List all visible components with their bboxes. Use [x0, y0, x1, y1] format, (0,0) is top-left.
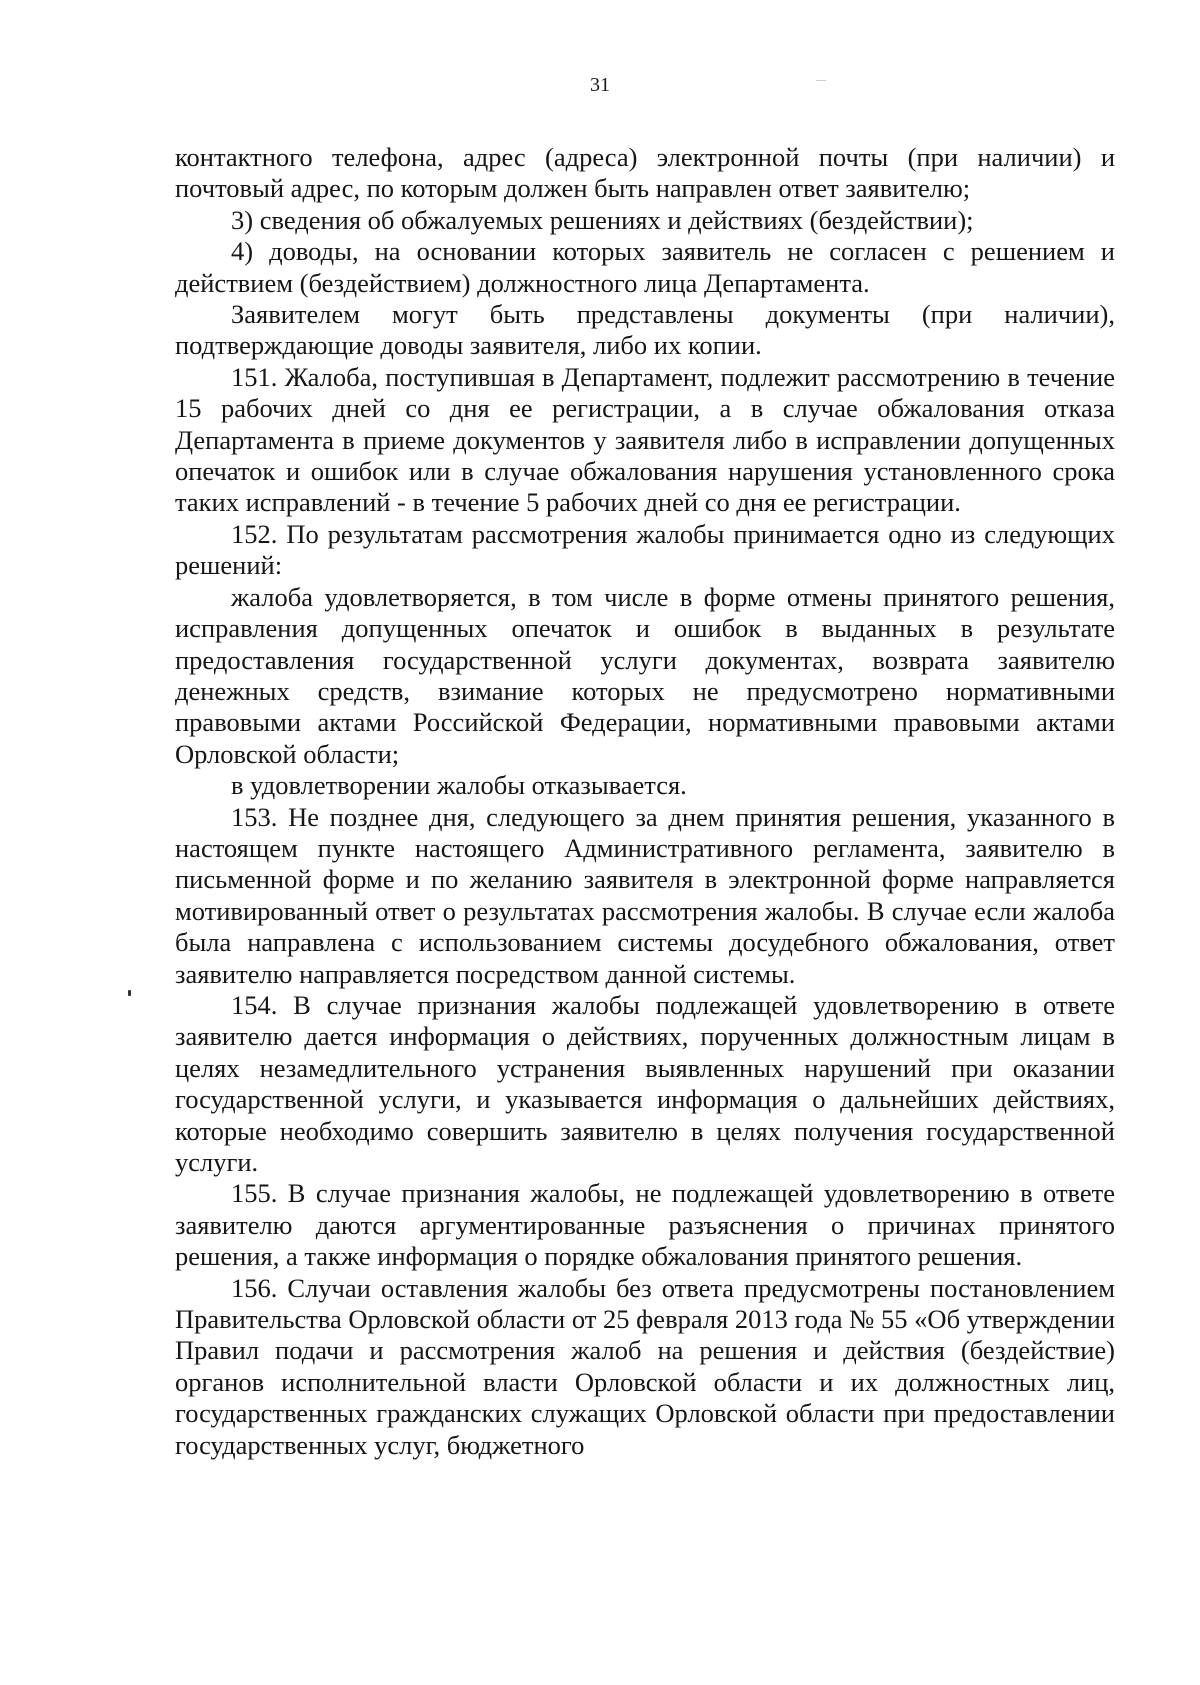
paragraph-documents: Заявителем могут быть представлены документы (при наличии), подтверждающие доводы заявителя, либо их копии.	[175, 299, 1115, 361]
paragraph-complaint-refused: в удовлетворении жалобы отказывается.	[231, 770, 687, 801]
paragraph-complaint-satisfied: жалоба удовлетворяется, в том числе в форме отмены принятого решения, исправления допущенных опечаток и ошибок в выданных в результате предоставления государственной услуги документах, возврата заявителю денежных средств, взимание которых не предусмотрено нормативными правовыми актами Российской Федерации, нормативными правовыми актами Орловской области;	[175, 581, 1115, 769]
document-body	[175, 142, 1115, 1461]
paragraph-item-4: 4) доводы, на основании которых заявитель не согласен с решением и действием (бездействием) должностного лица Департамента.	[175, 236, 1115, 298]
paragraph-item-3: 3) сведения об обжалуемых решениях и действиях (бездействии);	[231, 204, 974, 235]
scan-dot	[128, 990, 131, 996]
paragraph-153: 153. Не позднее дня, следующего за днем принятия решения, указанного в настоящем пункте настоящего Административного регламента, заявителю в письменной форме и по желанию заявителя в электронной форме направляется мотивированный ответ о результатах рассмотрения жалобы. В случае если жалоба была направлена с использованием системы досудебного обжалования, ответ заявителю направляется посредством данной системы.	[175, 801, 1115, 989]
paragraph-152: 152. По результатам рассмотрения жалобы принимается одно из следующих решений:	[175, 518, 1115, 581]
paragraph-continuation: контактного телефона, адрес (адреса) электронной почты (при наличии) и почтовый адрес, по которым должен быть направлен ответ заявителю;	[175, 142, 1115, 204]
paragraph-151: 151. Жалоба, поступившая в Департамент, подлежит рассмотрению в течение 15 рабочих дней со дня ее регистрации, а в случае обжалования отказа Департамента в приеме документов у заявителя либо в исправлении допущенных опечаток и ошибок или в случае обжалования нарушения установленного срока таких исправлений - в течение 5 рабочих дней со дня ее регистрации.	[175, 361, 1115, 518]
paragraph-154: 154. В случае признания жалобы подлежащей удовлетворению в ответе заявителю дается информация о действиях, порученных должностным лицам в целях незамедлительного устранения выявленных нарушений при оказании государственной услуги, и указывается информация о дальнейших действиях, которые необходимо совершить заявителю в целях получения государственной услуги.	[175, 989, 1115, 1177]
page-number: 31	[590, 74, 610, 96]
paragraph-155: 155. В случае признания жалобы, не подлежащей удовлетворению в ответе заявителю даются аргументированные разъяснения о причинах принятого решения, а также информация о порядке обжалования принятого решения.	[175, 1178, 1115, 1272]
paragraph-156: 156. Случаи оставления жалобы без ответа предусмотрены постановлением Правительства Орловской области от 25 февраля 2013 года № 55 «Об утверждении Правил подачи и рассмотрения жалоб на решения и действия (бездействие) органов исполнительной власти Орловской области и их должностных лиц, государственных гражданских служащих Орловской области при предоставлении государственных услуг, бюджетного	[175, 1272, 1115, 1460]
